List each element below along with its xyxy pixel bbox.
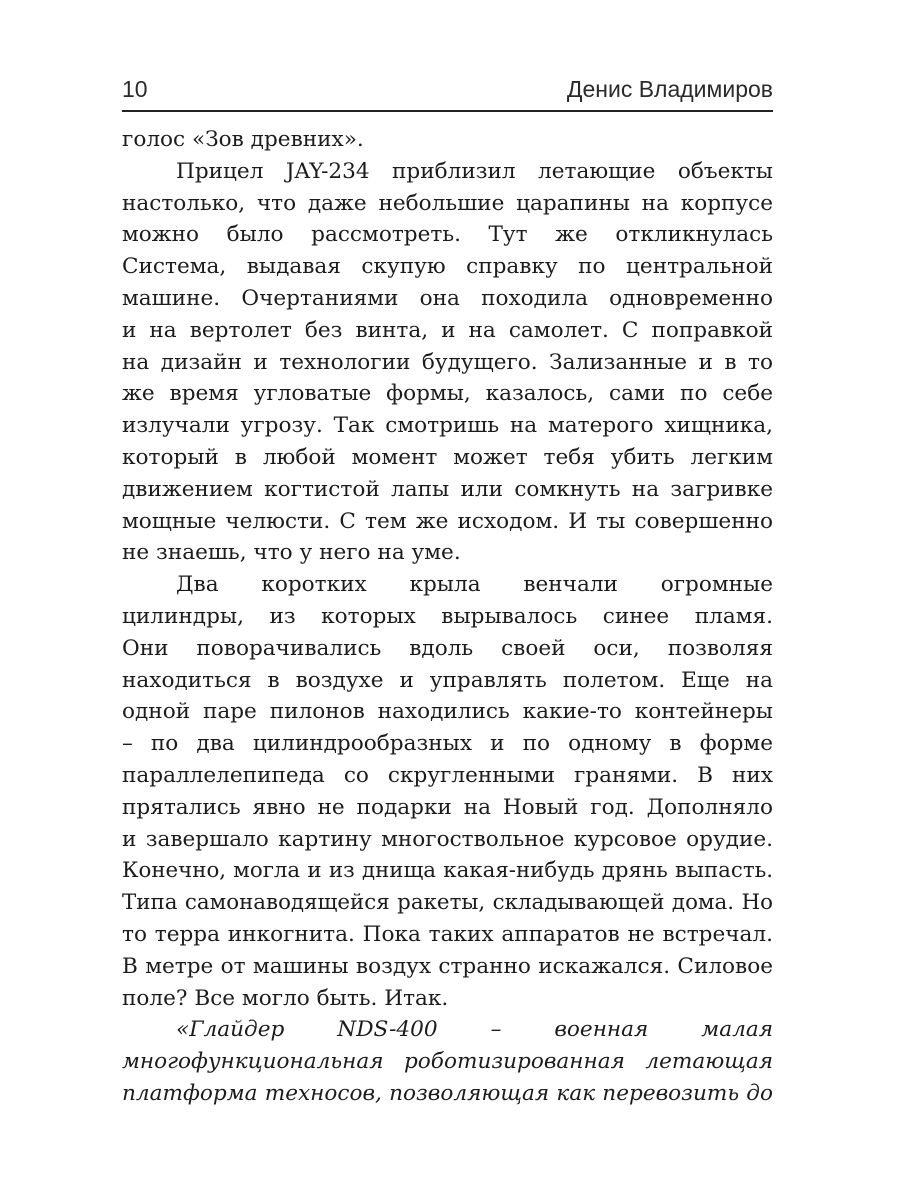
running-header — [122, 76, 773, 103]
text-line: находиться в воздухе и управлять полетом. Еще на — [122, 667, 773, 693]
text-line: и на вертолет без винта, и на самолет. С поправкой — [122, 317, 773, 343]
text-line: прятались явно не подарки на Новый год. Дополняло — [122, 794, 773, 820]
text-line: В метре от машины воздух странно искажался. Силовое — [122, 953, 773, 979]
page-number: 10 — [122, 76, 148, 102]
text-line: одной паре пилонов находились какие-то контейнеры — [122, 699, 773, 725]
text-line: и завершало картину многоствольное курсовое орудие. — [122, 826, 773, 852]
text-line: Два коротких крыла венчали огромные — [176, 572, 773, 598]
text-line: можно было рассмотреть. Тут же откликнулась — [122, 222, 773, 248]
text-line: цилиндры, из которых вырывалось синее пламя. — [122, 603, 773, 629]
paragraph-3 — [122, 569, 773, 1014]
text-line: Они поворачивались вдоль своей оси, позволяя — [122, 635, 773, 661]
text-line: многофункциональная роботизированная летающая — [122, 1049, 773, 1075]
running-head-author: Денис Владимиров — [566, 76, 773, 102]
paragraph-2 — [122, 156, 773, 569]
text-line: Конечно, могла и из днища какая-нибудь дрянь выпасть. — [122, 858, 773, 884]
text-line: параллелепипеда со скругленными гранями. В них — [122, 762, 773, 788]
text-line: настолько, что даже небольшие царапины на корпусе — [122, 190, 773, 216]
text-line: – по два цилиндрообразных и по одному в форме — [122, 731, 773, 757]
text-line: голос «Зов древних». — [122, 127, 364, 152]
text-line: же время угловатые формы, казалось, сами по себе — [122, 381, 773, 407]
text-line: не знаешь, что у него на уме. — [122, 540, 461, 566]
paragraph-4-italic — [122, 1014, 773, 1109]
paragraph-1 — [122, 124, 773, 156]
text-line: платформа техносов, позволяющая как перевозить до — [122, 1080, 773, 1106]
text-line: машине. Очертаниями она походила одновременно — [122, 285, 773, 311]
text-line: мощные челюсти. С тем же исходом. И ты совершенно — [122, 508, 773, 534]
text-line: Система, выдавая скупую справку по центральной — [122, 254, 773, 280]
body-text — [122, 124, 773, 1110]
text-line: на дизайн и технологии будущего. Зализанные и в то — [122, 349, 773, 375]
text-line: движением когтистой лапы или сомкнуть на загривке — [122, 476, 773, 502]
text-line: Типа самонаводящейся ракеты, складывающей дома. Но — [122, 890, 773, 916]
text-line: который в любой момент может тебя убить легким — [122, 444, 773, 470]
text-line: то терра инкогнита. Пока таких аппаратов не встречал. — [122, 921, 773, 947]
header-rule — [122, 110, 773, 112]
text-line: поле? Все могло быть. Итак. — [122, 985, 449, 1011]
text-line: «Глайдер NDS-400 – военная малая — [176, 1017, 773, 1043]
text-line: Прицел JAY-234 приблизил летающие объекты — [176, 158, 773, 184]
text-line: излучали угрозу. Так смотришь на матерого хищника, — [122, 413, 773, 439]
